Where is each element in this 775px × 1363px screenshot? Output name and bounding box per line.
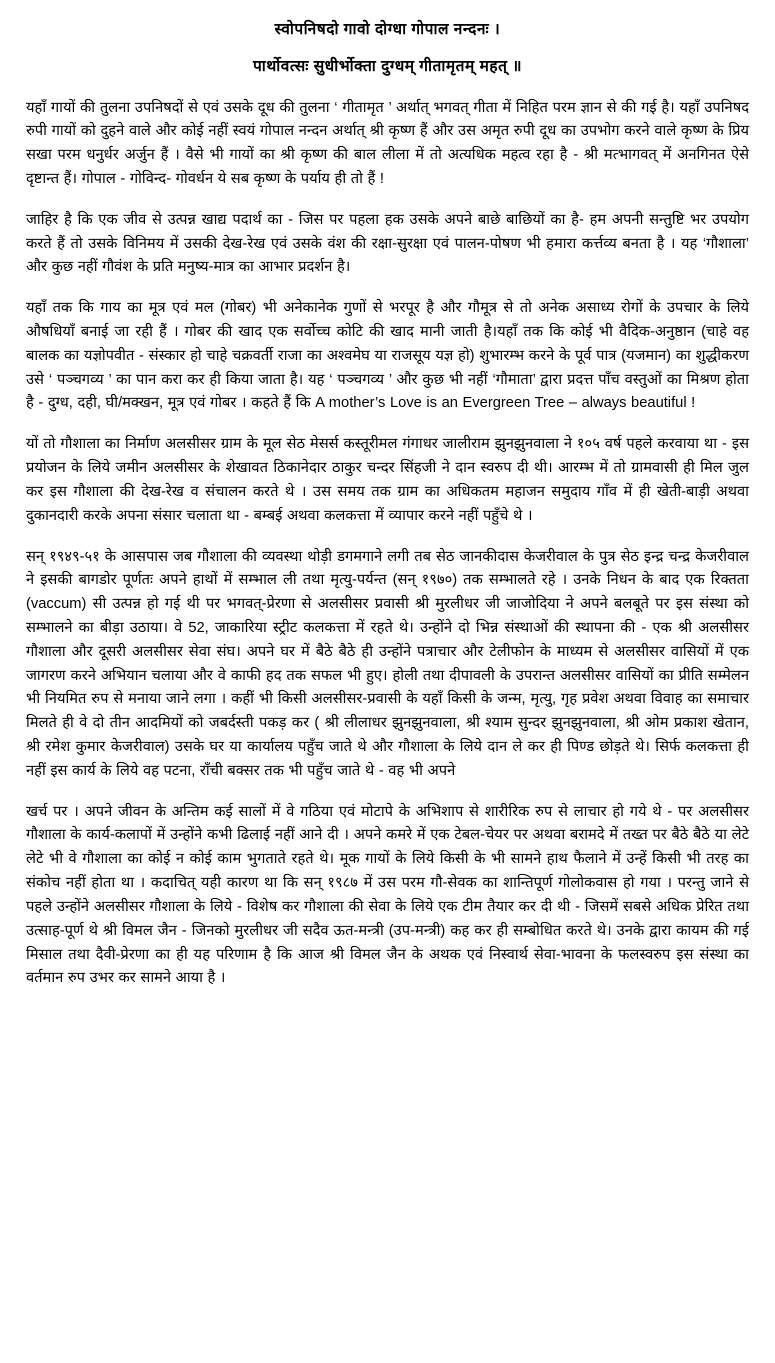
- paragraph-5: सन् १९४९-५१ के आसपास जब गौशाला की व्यवस्था थोड़ी डगमगाने लगी तब सेठ जानकीदास केजरीवाल के पुत्र सेठ इन्द्र चन्द्र केजरीवाल ने इसकी बागडोर पूर्णतः अपने हाथों में सम्भाल ली तथा मृत्यु-पर्यन्त (सन् १९७०) तक सम्भालते रहे । उनके निधन के बाद एक रिक्तता (vaccum) सी उत्पन्न हो गई थी पर भगवत्-प्रेरणा से अलसीसर प्रवासी श्री मुरलीधर जी जाजोदिया ने अपने बलबूते पर इस संस्था को सम्भालने का बीड़ा उठाया। वे 52, जाकारिया स्ट्रीट कलकत्ता में रहते थे। उन्होंने दो भिन्न संस्थाओं की स्थापना की - एक श्री अलसीसर गौशाला और दूसरी अलसीसर सेवा संघ। अपने घर में बैठे बैठे ही उन्होंने पत्राचार और टेलीफोन के माध्यम से अलसीसर वासियों में एक जागरण करने अभियान चलाया और वे काफी हद तक सफल भी हुए। होली तथा दीपावली के उपरान्त अलसीसर वासियों का प्रीति सम्मेलन भी नियमित रुप से मनाया जाने लगा । कहीं भी किसी अलसीसर-प्रवासी के यहाँ किसी के जन्म, मृत्यु, गृह प्रवेश अथवा विवाह का समाचार मिलते ही वे दो तीन आदमियों को जबर्दस्ती पकड़ कर ( श्री लीलाधर झुनझुनवाला, श्री श्याम सुन्दर झुनझुनवाला, श्री ओम प्रकाश खेतान, श्री रमेश कुमार केजरीवाल) उसके घर या कार्यालय पहुँच जाते थे और गौशाला के लिये दान ले कर ही पिण्ड छोड़ते थे। सिर्फ कलकत्ता ही नहीं इस कार्य के लिये वह पटना, राँची बक्सर तक भी पहुँच जाते थे - वह भी अपने: [26, 548, 749, 779]
- paragraph-4: यों तो गौशाला का निर्माण अलसीसर ग्राम के मूल सेठ मेसर्स कस्तूरीमल गंगाधर जालीराम झुनझुनवाला ने १०५ वर्ष पहले करवाया था - इस प्रयोजन के लिये जमीन अलसीसर के शेखावत ठिकानेदार ठाकुर चन्दर सिंहजी ने दान स्वरुप दी थी। आरम्भ में तो ग्रामवासी ही मिल जुल कर इस गौशाला की देख-रेख व संचालन करते थे । उस समय तक ग्राम का अधिकतम महाजन समुदाय गाँव में ही खेती-बाड़ी अथवा दुकानदारी करके अपना संसार चलाता था - बम्बई अथवा कलकत्ता में व्यापार करने नहीं पहुँचे थे ।: [26, 436, 749, 524]
- paragraph-3: यहाँ तक कि गाय का मूत्र एवं मल (गोबर) भी अनेकानेक गुणों से भरपूर है और गौमूत्र से तो अनेक असाध्य रोगों के उपचार के लिये औषधियाँ बनाई जा रही हैं । गोबर की खाद एक सर्वोच्च कोटि की खाद मानी जाती है।यहाँ तक कि कोई भी वैदिक-अनुष्ठान (चाहे वह बालक का यज्ञोपवीत - संस्कार हो चाहे चक्रवर्ती राजा का अश्वमेघ या राजसूय यज्ञ हो) शुभारम्भ करने के पूर्व पात्र (यजमान) का शुद्धीकरण उसे ‘ पञ्चगव्य ’ का पान करा कर ही किया जाता है। यह ‘ पञ्चगव्य ’ और कुछ भी नहीं ‘गौमाता’ द्वारा प्रदत्त पाँच वस्तुओं का मिश्रण होता है - दुग्ध, दही, घी/मक्खन, मूत्र एवं गोबर । कहते हैं कि A mother’s Love is an Evergreen Tree – always beautiful !: [26, 300, 749, 412]
- paragraph-6: खर्च पर । अपने जीवन के अन्तिम कई सालों में वे गठिया एवं मोटापे के अभिशाप से शारीरिक रुप से लाचार हो गये थे - पर अलसीसर गौशाला के कार्य-कलापों में उन्होंने कभी ढिलाई नहीं आने दी । अपने कमरे में एक टेबल-चेयर पर अथवा बरामदे में तख्त पर बैठे बैठे या लेटे लेटे भी वे गौशाला का कोई न कोई काम भुगताते रहते थे। मूक गायों के लिये किसी के भी सामने हाथ फैलाने में उन्हें किसी भी तरह का संकोच नहीं होता था । कदाचित् यही कारण था कि सन् १९८७ में उस परम गौ-सेवक का शान्तिपूर्ण गोलोकवास हो गया । परन्तु जाने से पहले उन्होंने अलसीसर गौशाला के लिये - विशेष कर गौशाला की सेवा के लिये एक टीम तैयार कर दी थी - जिसमें सबसे अधिक प्रेरित तथा उत्साह-पूर्ण थे श्री विमल जैन - जिनको मुरलीधर जी सदैव ऊत-मन्त्री (उप-मन्त्री) कह कर ही सम्बोधित करते थे। उनके द्वारा कायम की गई मिसाल तथा दैवी-प्रेरणा का ही यह परिणाम है कि आज श्री विमल जैन के अथक एवं निस्वार्थ सेवा-भावना के फलस्वरुप इस संस्था का वर्तमान रुप उभर कर सामने आया है ।: [26, 803, 749, 987]
- paragraph-1: यहाँ गायों की तुलना उपनिषदों से एवं उसके दूध की तुलना ‘ गीतामृत ’ अर्थात् भगवत् गीता में निहित परम ज्ञान से की गई है। यहाँ उपनिषद रुपी गायों को दुहने वाले और कोई नहीं स्वयं गोपाल नन्दन अर्थात् श्री कृष्ण हैं और उस अमृत रुपी दूध का उपभोग करने वाले कृष्ण के प्रिय सखा परम धनुर्धर अर्जुन हैं । वैसे भी गायों का श्री कृष्ण की बाल लीला में तो अत्यधिक महत्व रहा है - श्री मत्भागवत् में अनगिनत ऐसे दृष्टान्त हैं। गोपाल - गोविन्द- गोवर्धन ये सब कृष्ण के पर्याय ही तो हैं !: [26, 99, 749, 187]
- sanskrit-verse-line-2: पार्थोवत्सः सुधीर्भोक्ता दुग्धम् गीतामृतम् महत् ॥: [253, 58, 522, 76]
- sanskrit-verse-line-1: स्वोपनिषदो गावो दोग्धा गोपाल नन्दनः ।: [274, 21, 501, 38]
- paragraph-2: जाहिर है कि एक जीव से उत्पन्न खाद्य पदार्थ का - जिस पर पहला हक उसके अपने बाछे बाछियों का है- हम अपनी सन्तुष्टि भर उपयोग करते हैं तो उसके विनिमय में उसकी देख-रेख एवं उसके वंश की रक्षा-सुरक्षा एवं पालन-पोषण भी हमारा कर्त्तव्य बनता है । यह ‘गौशाला’ और कुछ नहीं गौवंश के प्रति मनुष्य-मात्र का आभार प्रदर्शन है।: [26, 211, 749, 276]
